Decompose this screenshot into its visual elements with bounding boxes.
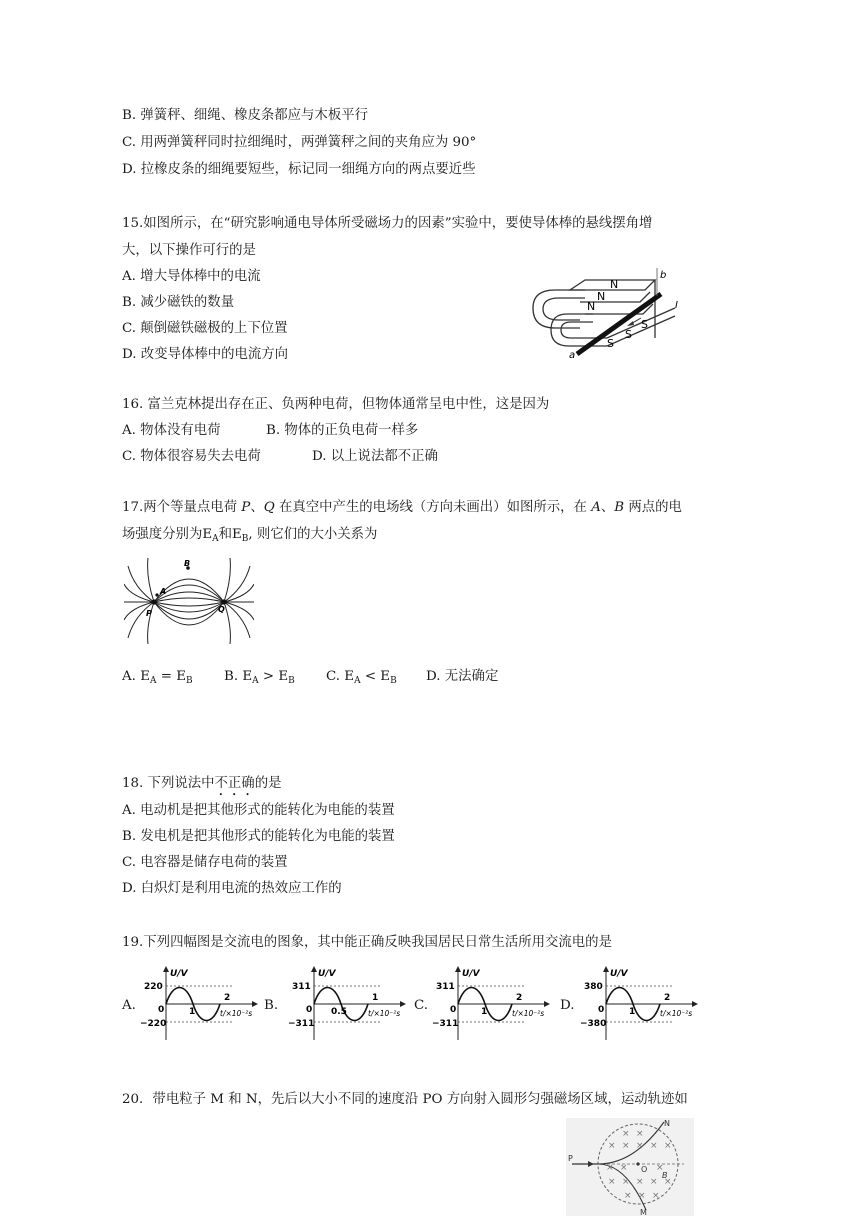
field-b-label: B (662, 1171, 668, 1180)
q14-option-c: C. 用两弹簧秤同时拉细绳时，两弹簧秤之间的夹角应为 90° (122, 135, 477, 150)
field-symbol: × (608, 1177, 616, 1187)
current-label: I (675, 300, 678, 311)
magnet-pole-n: N (597, 290, 606, 303)
half-period-label: 1 (629, 1007, 636, 1017)
point-p-label: P (568, 1154, 573, 1163)
y-axis-label: U/V (462, 969, 480, 979)
center-o-label: O (641, 1165, 648, 1174)
q17-option-c: C. $E_A < E_B$ (326, 669, 397, 686)
q15-option-c: C. 颠倒磁铁磁极的上下位置 (122, 321, 288, 336)
q17-option-a: A. $E_A = E_B$ (122, 669, 193, 686)
origin-label: 0 (598, 1005, 605, 1015)
q16-option-d: D. 以上说法都不正确 (312, 449, 438, 464)
field-symbol: × (622, 1129, 630, 1139)
field-symbol: × (664, 1141, 672, 1151)
q19-graph-d-label: D. (560, 998, 575, 1013)
q18-option-c: C. 电容器是储存电荷的装置 (122, 855, 288, 870)
y-axis-label: U/V (170, 969, 188, 979)
field-symbol: × (636, 1177, 644, 1187)
peak-label: 220 (144, 982, 163, 992)
y-axis-label: U/V (318, 969, 336, 979)
x-axis-label: t/×10⁻²s (512, 1009, 545, 1018)
magnetic-field-figure (566, 1118, 694, 1216)
particle-n-label: N (664, 1119, 670, 1128)
peak-label: 311 (436, 982, 455, 992)
ac-graph-a (136, 964, 260, 1044)
half-period-label: 0.5 (331, 1007, 347, 1017)
q19-graph-a-label: A. (122, 998, 136, 1013)
q15-option-d: D. 改变导体棒中的电流方向 (122, 347, 289, 362)
point-a-label: A (160, 587, 167, 596)
field-lines-figure (124, 558, 254, 644)
q16-option-c: C. 物体很容易失去电荷 (122, 449, 261, 464)
q15-option-b: B. 减少磁铁的数量 (122, 295, 235, 310)
origin-label: 0 (306, 1005, 313, 1015)
field-symbol: × (650, 1177, 658, 1187)
q20-stem: 20．带电粒子 M 和 N，先后以大小不同的速度沿 PO 方向射入圆形匀强磁场区域，运动轨迹如 (122, 1092, 688, 1107)
point-b-label: B (184, 559, 191, 568)
ac-graph-c (428, 964, 552, 1044)
q17-stem-line1: 17.两个等量点电荷 P、Q 在真空中产生的电场线（方向未画出）如图所示，在 A、B 两点的电 (122, 500, 682, 515)
field-symbol: × (656, 1163, 664, 1173)
field-symbol: × (622, 1141, 630, 1151)
trough-label: −380 (580, 1019, 607, 1029)
field-symbol: × (608, 1141, 616, 1151)
field-symbol: × (620, 1163, 628, 1173)
origin-label: 0 (450, 1005, 457, 1015)
x-axis-label: t/×10⁻²s (660, 1009, 693, 1018)
origin-label: 0 (158, 1005, 165, 1015)
particle-m-label: M (640, 1208, 647, 1216)
x-axis-label: t/×10⁻²s (368, 1009, 401, 1018)
field-symbol: × (664, 1177, 672, 1187)
trough-label: −311 (288, 1019, 315, 1029)
period-label: 2 (664, 993, 671, 1003)
field-symbol: × (652, 1191, 660, 1201)
magnet-pole-s: S (641, 318, 648, 331)
q14-option-d: D. 拉橡皮条的细绳要短些，标记同一细绳方向的两点要近些 (122, 162, 476, 177)
y-axis-label: U/V (610, 969, 628, 979)
magnet-figure (525, 268, 685, 360)
q15-stem-line2: 大，以下操作可行的是 (122, 243, 256, 258)
q16-option-a: A. 物体没有电荷 (122, 423, 221, 438)
charge-q-label: Q (218, 605, 225, 614)
field-symbol: × (638, 1191, 646, 1201)
magnet-pole-n: N (610, 278, 619, 291)
q17-option-d: D. 无法确定 (426, 669, 499, 684)
q16-option-b: B. 物体的正负电荷一样多 (266, 423, 419, 438)
field-symbol: × (622, 1177, 630, 1187)
q16-stem: 16. 富兰克林提出存在正、负两种电荷，但物体通常呈电中性，这是因为 (122, 397, 550, 412)
field-symbol: × (650, 1141, 658, 1151)
period-label: 2 (224, 993, 231, 1003)
q18-emphasis: 不正确 (214, 776, 255, 791)
rod-end-a: a (569, 350, 576, 360)
field-symbol: × (624, 1191, 632, 1201)
q17-option-b: B. $E_A > E_B$ (224, 669, 295, 686)
field-symbol: × (636, 1129, 644, 1139)
period-label: 1 (372, 993, 379, 1003)
magnet-pole-s: S (625, 328, 632, 341)
q18-stem: 18. 下列说法中不正确的是 (122, 776, 282, 791)
magnet-pole-s: S (607, 337, 614, 350)
trough-label: −220 (140, 1019, 167, 1029)
q19-graph-b-label: B. (264, 998, 279, 1013)
magnet-pole-n: N (587, 300, 596, 313)
q18-option-a: A. 电动机是把其他形式的能转化为电能的装置 (122, 803, 395, 818)
q14-option-b: B. 弹簧秤、细绳、橡皮条都应与木板平行 (122, 108, 368, 123)
field-symbol: × (636, 1141, 644, 1151)
q19-graph-c-label: C. (414, 998, 429, 1013)
q18-option-d: D. 白炽灯是利用电流的热效应工作的 (122, 881, 342, 896)
q15-option-a: A. 增大导体棒中的电流 (122, 269, 261, 284)
peak-label: 380 (584, 982, 603, 992)
q18-option-b: B. 发电机是把其他形式的能转化为电能的装置 (122, 829, 395, 844)
peak-label: 311 (292, 982, 311, 992)
half-period-label: 1 (189, 1007, 196, 1017)
ac-graph-b (284, 964, 408, 1044)
q15-stem-line1: 15.如图所示，在“研究影响通电导体所受磁场力的因素”实验中，要使导体棒的悬线摆角增 (122, 216, 653, 231)
q17-stem-line2: 场强度分别为$E_A$和$E_B$, 则它们的大小关系为 (122, 527, 378, 544)
rod-end-b: b (660, 270, 667, 281)
trough-label: −311 (432, 1019, 459, 1029)
field-symbol: × (606, 1163, 614, 1173)
period-label: 2 (516, 993, 523, 1003)
charge-p-label: P (146, 609, 152, 618)
half-period-label: 1 (481, 1007, 488, 1017)
q19-stem: 19.下列四幅图是交流电的图象，其中能正确反映我国居民日常生活所用交流电的是 (122, 935, 612, 950)
ac-graph-d (576, 964, 700, 1044)
x-axis-label: t/×10⁻²s (220, 1009, 253, 1018)
